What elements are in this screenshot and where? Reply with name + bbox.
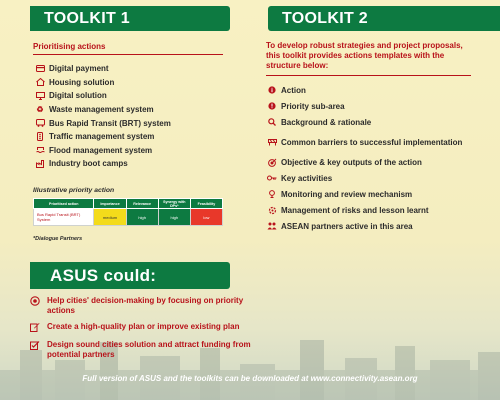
list-item-label: Action bbox=[281, 85, 306, 95]
table-header: Relevance bbox=[126, 199, 158, 209]
list-item-label: Background & rationale bbox=[281, 117, 372, 127]
table-cell-synergy: high bbox=[158, 209, 190, 226]
barrier-icon bbox=[266, 139, 278, 146]
list-item-label: Common barriers to successful implementation bbox=[281, 137, 463, 147]
house-icon bbox=[34, 78, 46, 86]
list-item bbox=[30, 340, 265, 360]
table-cell-relevance: high bbox=[126, 209, 158, 226]
list-item-label: Design sound cities solution and attract funding from potential partners bbox=[47, 340, 251, 359]
list-item-label: ASEAN partners active in this area bbox=[281, 221, 413, 231]
footnote: *Dialogue Partners bbox=[33, 236, 83, 242]
exclamation-icon bbox=[266, 102, 278, 110]
list-item bbox=[34, 144, 171, 158]
list-item bbox=[266, 154, 486, 170]
monitor-review-icon bbox=[266, 190, 278, 198]
list-item bbox=[34, 89, 171, 103]
list-item bbox=[266, 114, 486, 130]
key-icon bbox=[266, 175, 278, 181]
list-item-label: Bus Rapid Transit (BRT) system bbox=[49, 118, 171, 128]
table-cell-action: Bus Rapid Transit (BRT) System bbox=[34, 209, 94, 226]
list-item bbox=[34, 116, 171, 130]
toolkit2-list bbox=[266, 82, 486, 234]
table-row bbox=[34, 209, 223, 226]
list-item bbox=[34, 103, 171, 117]
illustrative-title: Illustrative priority action bbox=[33, 187, 115, 194]
list-item-label: Objective & key outputs of the action bbox=[281, 157, 422, 167]
recycle-icon: ♻ bbox=[36, 105, 44, 115]
toolkit1-heading: Prioritising actions bbox=[33, 42, 106, 51]
list-item bbox=[34, 130, 171, 144]
bus-icon bbox=[34, 119, 46, 127]
table-cell-importance: medium bbox=[94, 209, 126, 226]
table-header-row bbox=[34, 199, 223, 209]
list-item bbox=[266, 202, 486, 218]
list-item-label: Industry boot camps bbox=[49, 159, 128, 169]
list-item bbox=[266, 170, 486, 186]
list-item bbox=[266, 186, 486, 202]
asus-list bbox=[30, 296, 265, 366]
list-item bbox=[30, 296, 265, 316]
table-header: Importance bbox=[94, 199, 126, 209]
list-item-label: Flood management system bbox=[49, 145, 153, 155]
table-header: Synergy with DPs* bbox=[158, 199, 190, 209]
monitor-icon bbox=[34, 92, 46, 100]
list-item-label: Digital payment bbox=[49, 64, 109, 74]
list-item bbox=[30, 322, 265, 334]
list-item-label: Waste management system bbox=[49, 105, 154, 115]
toolkit1-divider bbox=[33, 54, 223, 55]
magnifier-icon bbox=[266, 118, 278, 126]
list-item bbox=[266, 130, 486, 154]
list-item bbox=[266, 218, 486, 234]
list-item-label: Priority sub-area bbox=[281, 101, 345, 111]
asus-banner: ASUS could: bbox=[30, 262, 230, 289]
list-item bbox=[34, 76, 171, 90]
list-item-label: Help cities' decision-making by focusing on priority actions bbox=[47, 296, 244, 315]
toolkit2-heading: To develop robust strategies and project proposals, this toolkit provides actions templates with the structure below: bbox=[266, 41, 463, 70]
table-header: Feasibility bbox=[190, 199, 222, 209]
list-item-label: Create a high-quality plan or improve existing plan bbox=[47, 322, 240, 331]
toolkit2-divider bbox=[266, 75, 471, 76]
toolkit2-banner: TOOLKIT 2 bbox=[268, 6, 500, 31]
toolkit1-banner: TOOLKIT 1 bbox=[30, 6, 230, 31]
target-circle-icon bbox=[30, 296, 42, 308]
flood-icon bbox=[34, 146, 46, 154]
list-item-label: Key activities bbox=[281, 173, 333, 183]
list-item bbox=[34, 62, 171, 76]
table-header: Prioritised action bbox=[34, 199, 94, 209]
list-item-label: Monitoring and review mechanism bbox=[281, 189, 413, 199]
list-item bbox=[266, 98, 486, 114]
list-item bbox=[34, 157, 171, 171]
list-item-label: Traffic management system bbox=[49, 132, 155, 142]
list-item bbox=[266, 82, 486, 98]
toolkit1-list bbox=[34, 62, 171, 171]
pencil-icon bbox=[30, 322, 42, 334]
info-icon bbox=[266, 86, 278, 94]
check-edit-icon bbox=[30, 340, 42, 352]
list-item-label: Housing solution bbox=[49, 77, 115, 87]
factory-icon bbox=[34, 160, 46, 168]
download-note: Full version of ASUS and the toolkits can be downloaded at www.connectivity.asean.org bbox=[82, 374, 418, 383]
people-icon bbox=[266, 222, 278, 230]
priority-table bbox=[33, 198, 223, 226]
target-icon bbox=[266, 158, 278, 167]
table-cell-feasibility: low bbox=[190, 209, 222, 226]
list-item-label: Digital solution bbox=[49, 91, 107, 101]
list-item-label: Management of risks and lesson learnt bbox=[281, 205, 429, 215]
traffic-light-icon bbox=[34, 132, 46, 141]
risk-icon bbox=[266, 206, 278, 215]
credit-card-icon bbox=[34, 65, 46, 72]
